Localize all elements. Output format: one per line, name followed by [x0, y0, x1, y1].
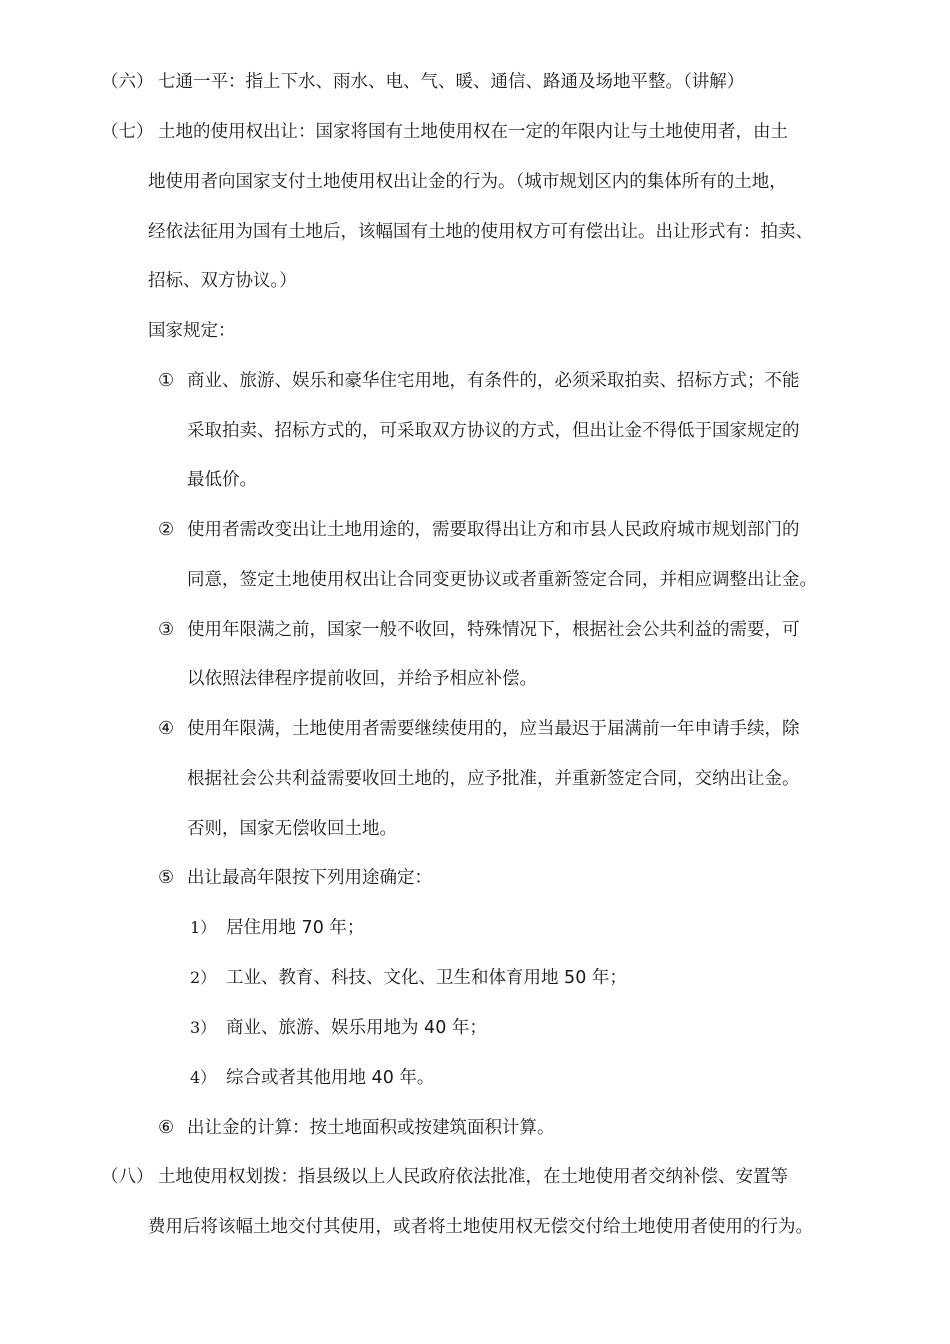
term-2-number: 2）: [190, 968, 217, 987]
section-7-line-4: 招标、双方协议。）: [148, 271, 297, 291]
rule-4-line-3: 否则，国家无偿收回土地。: [187, 819, 397, 839]
section-8-number: （八）: [101, 1167, 154, 1187]
term-4-number: 4）: [190, 1068, 217, 1087]
term-3-text: 商业、旅游、娱乐用地为 40 年；: [226, 1018, 487, 1038]
rule-3-line-2: 以依照法律程序提前收回，并给予相应补偿。: [187, 669, 537, 689]
term-4-text: 综合或者其他用地 40 年。: [226, 1068, 435, 1088]
section-7-line-3: 经依法征用为国有土地后，该幅国有土地的使用权方可有偿出让。出让形式有：拍卖、: [148, 222, 813, 242]
section-8-line-1: 土地使用权划拨：指县级以上人民政府依法批准，在土地使用者交纳补偿、安置等: [158, 1167, 788, 1187]
section-8-line-2: 费用后将该幅土地交付其使用，或者将土地使用权无偿交付给土地使用者使用的行为。: [148, 1217, 813, 1237]
rule-4-marker: ④: [158, 718, 175, 739]
rule-5-line-1: 出让最高年限按下列用途确定：: [187, 868, 432, 888]
rule-1-marker: ①: [158, 370, 175, 391]
rule-4-line-2: 根据社会公共利益需要收回土地的，应予批准，并重新签定合同，交纳出让金。: [187, 769, 800, 789]
section-6-number: （六）: [101, 72, 154, 92]
section-6-line-1: 七通一平：指上下水、雨水、电、气、暖、通信、路通及场地平整。（讲解）: [158, 72, 745, 92]
section-7-line-2: 地使用者向国家支付土地使用权出让金的行为。（城市规划区内的集体所有的土地，: [148, 172, 787, 192]
rule-6-marker: ⑥: [158, 1117, 175, 1138]
section-7-line-1: 土地的使用权出让：国家将国有土地使用权在一定的年限内让与土地使用者，由土: [158, 122, 788, 142]
rule-heading: 国家规定：: [148, 321, 236, 341]
rule-2-marker: ②: [158, 519, 175, 540]
rule-4-line-1: 使用年限满，土地使用者需要继续使用的，应当最迟于届满前一年申请手续，除: [187, 719, 800, 739]
rule-3-marker: ③: [158, 619, 175, 640]
section-7-number: （七）: [101, 122, 154, 142]
rule-2-line-2: 同意，签定土地使用权出让合同变更协议或者重新签定合同，并相应调整出让金。: [187, 570, 817, 590]
term-3-number: 3）: [190, 1018, 217, 1037]
term-2-text: 工业、教育、科技、文化、卫生和体育用地 50 年；: [226, 968, 627, 988]
rule-5-marker: ⑤: [158, 867, 175, 888]
rule-1-line-2: 采取拍卖、招标方式的，可采取双方协议的方式，但出让金不得低于国家规定的: [187, 421, 800, 441]
rule-6-line-1: 出让金的计算：按土地面积或按建筑面积计算。: [187, 1118, 555, 1138]
term-1-number: 1）: [190, 918, 217, 937]
rule-2-line-1: 使用者需改变出让土地用途的，需要取得出让方和市县人民政府城市规划部门的: [187, 520, 800, 540]
term-1-text: 居住用地 70 年；: [226, 918, 365, 938]
rule-1-line-1: 商业、旅游、娱乐和豪华住宅用地，有条件的，必须采取拍卖、招标方式；不能: [187, 371, 800, 391]
rule-1-line-3: 最低价。: [187, 470, 257, 490]
rule-3-line-1: 使用年限满之前，国家一般不收回，特殊情况下，根据社会公共利益的需要，可: [187, 620, 800, 640]
